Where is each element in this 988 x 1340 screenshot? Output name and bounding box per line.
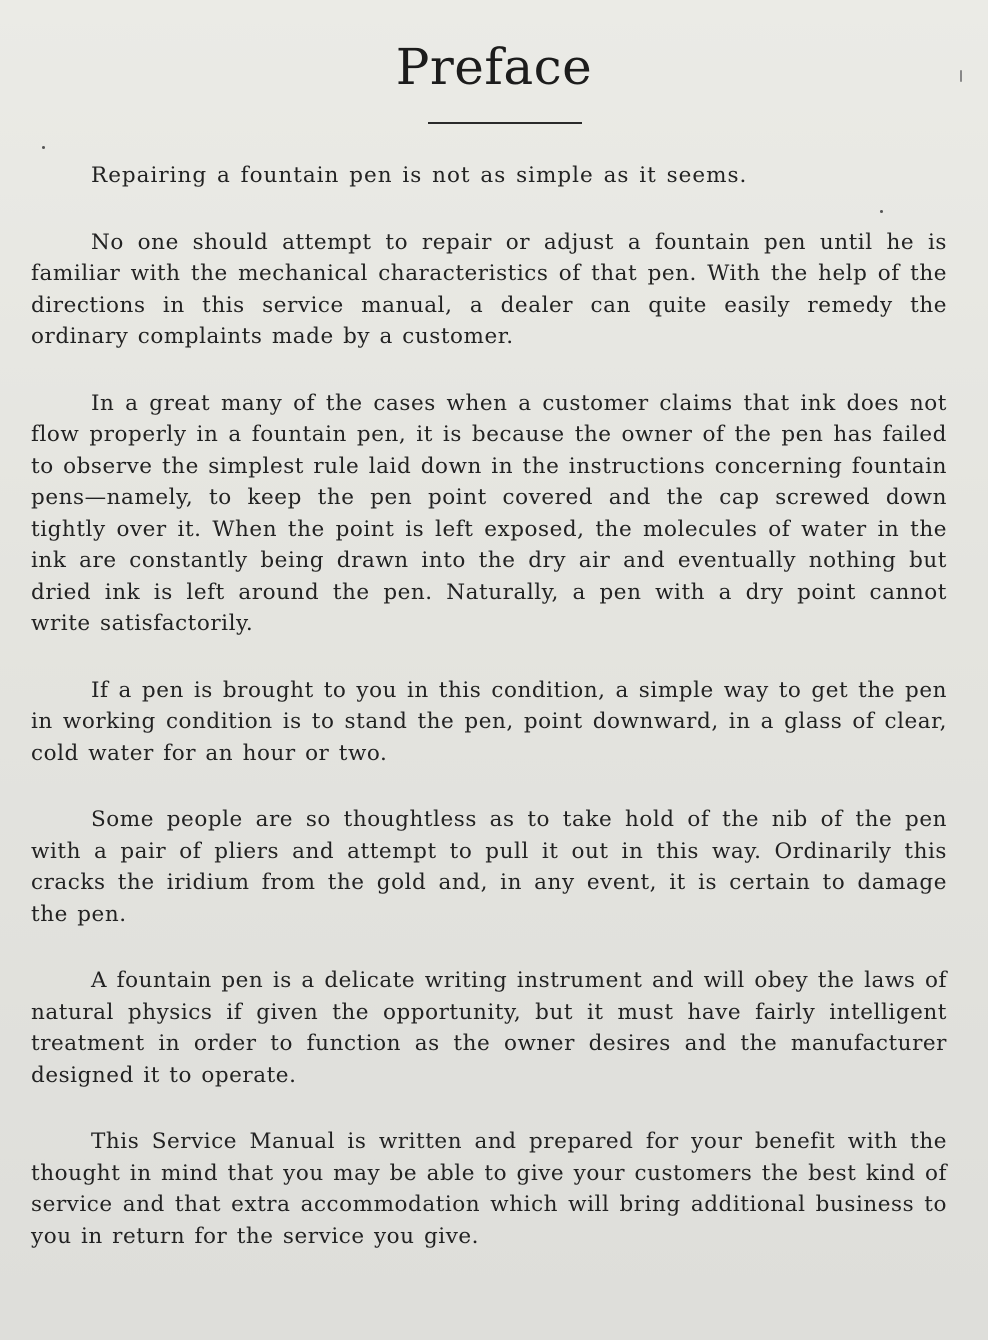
paragraph-2: No one should attempt to repair or adjust a fountain pen until he is familiar with the mechanical characteristics of that pen. With the help of the directions in this service manual, a dealer can quite easily remedy the ordinary complaints made by a customer.	[31, 229, 947, 349]
paragraph-5: Some people are so thoughtless as to take hold of the nib of the pen with a pair of pliers and attempt to pull it out in this way. Ordinarily this cracks the iridium from the gold and, in any event, it is certain to damage the pen.	[31, 807, 947, 927]
paper-speck	[880, 210, 883, 213]
title-underline	[428, 122, 582, 124]
paragraph-4: If a pen is brought to you in this condition, a simple way to get the pen in working condition is to stand the pen, point downward, in a glass of clear, cold water for an hour or two.	[31, 677, 947, 766]
paragraph-1: Repairing a fountain pen is not as simple as it seems.	[91, 163, 748, 188]
paragraph-3: In a great many of the cases when a customer claims that ink does not flow properly in a fountain pen, it is because the owner of the pen has failed to observe the simplest rule laid down in the instructions concerning fountain pens—namely, to keep the pen point covered and the cap screwed down tightly over it. When the point is left exposed, the molecules of water in the ink are constantly being drawn into the dry air and eventually nothing but dried ink is left around the pen. Naturally, a pen with a dry point cannot write satisfactorily.	[31, 390, 947, 636]
document-body	[31, 160, 947, 1287]
page-title: Preface	[395, 38, 593, 96]
paragraph-6: A fountain pen is a delicate writing instrument and will obey the laws of natural physics if given the opportunity, but it must have fairly intelligent treatment in order to function as the owner desires and the manufacturer designed it to operate.	[31, 968, 947, 1088]
page-edge-mark	[960, 70, 962, 82]
paper-speck	[42, 146, 45, 149]
paragraph-7: This Service Manual is written and prepared for your benefit with the thought in mind that you may be able to give your customers the best kind of service and that extra accommodation which will bring additional business to you in return for the service you give.	[31, 1129, 947, 1249]
